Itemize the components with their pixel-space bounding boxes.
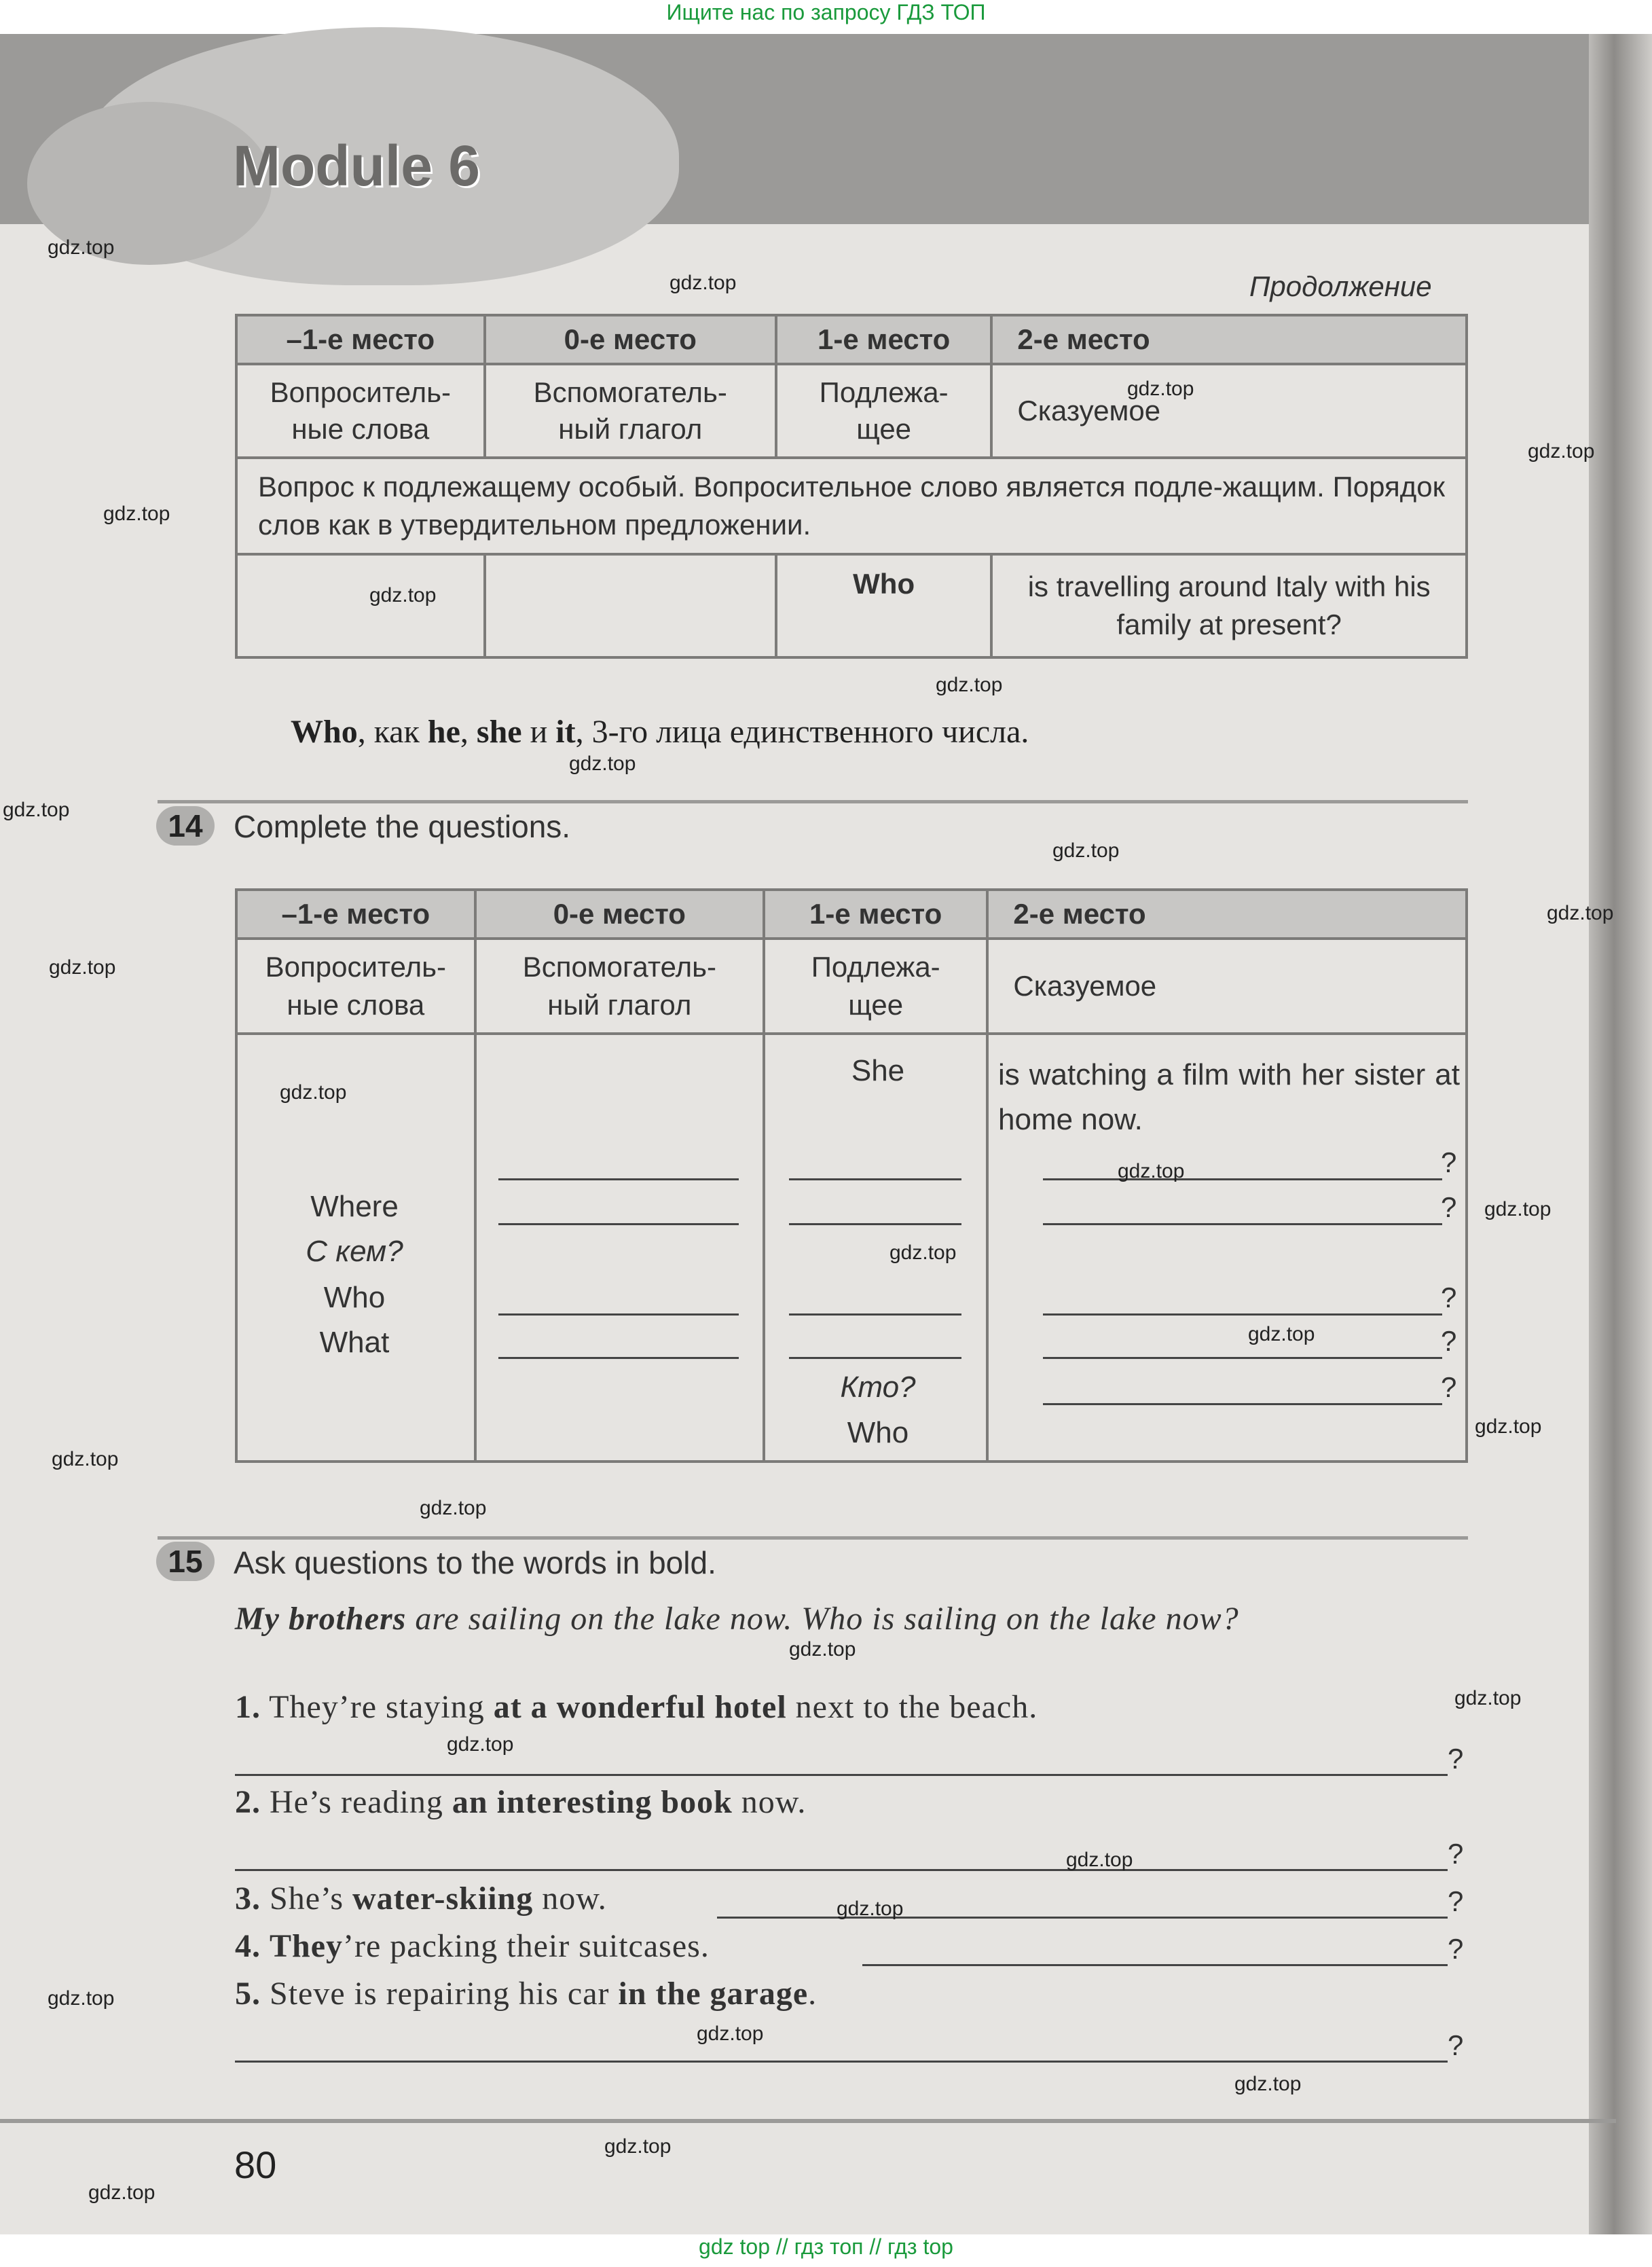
watermark: gdz.top [52, 1448, 119, 1470]
answer-line[interactable] [235, 2061, 1448, 2063]
watermark: gdz.top [837, 1898, 904, 1920]
answer-line[interactable] [789, 1223, 961, 1225]
question-mark: ? [1441, 1191, 1457, 1223]
watermark: gdz.top [3, 799, 70, 821]
watermark: gdz.top [936, 674, 1003, 696]
answer-line[interactable] [789, 1178, 961, 1180]
watermark: gdz.top [1234, 2073, 1302, 2095]
sub-predicate: Сказуемое [987, 939, 1467, 1034]
bottom-banner[interactable]: gdz top // гдз топ // гдз top [699, 2234, 953, 2259]
watermark: gdz.top [889, 1241, 957, 1264]
subject-question-note: Вопрос к подлежащему особый. Вопросительное слово является подле-жащим. Порядок слов как в утвердительном предложении. [236, 458, 1467, 554]
qword-with-whom: С кем? [306, 1235, 403, 1268]
question-mark: ? [1441, 1371, 1457, 1403]
watermark: gdz.top [447, 1733, 514, 1756]
exercise-15-number: 15 [156, 1542, 215, 1581]
watermark: gdz.top [280, 1081, 347, 1104]
question-mark: ? [1448, 2029, 1464, 2061]
exercise-15-item-2: 2. He’s reading an interesting book now. [235, 1784, 807, 1820]
qword-what: What [319, 1326, 390, 1359]
header-col3: 1-е место [776, 315, 991, 364]
watermark: gdz.top [1066, 1849, 1133, 1871]
answer-line[interactable] [235, 1774, 1448, 1776]
watermark: gdz.top [1475, 1415, 1542, 1438]
exercise-15-item-1: 1. They’re staying at a wonderful hotel next to the beach. [235, 1689, 1038, 1725]
sub-predicate: Сказуемое [991, 364, 1467, 458]
answer-line[interactable] [1043, 1403, 1442, 1405]
watermark: gdz.top [1127, 378, 1194, 400]
answer-line[interactable] [498, 1178, 739, 1180]
sub-question-words: Вопроситель- ные слова [236, 939, 475, 1034]
watermark: gdz.top [669, 272, 737, 294]
watermark: gdz.top [569, 752, 636, 775]
sub-question-words: Вопроситель- ные слова [236, 364, 485, 458]
question-mark: ? [1441, 1282, 1457, 1313]
module-title: Module 6 [233, 134, 481, 198]
rule-sentence: Who, как he, she и it, 3-го лица единственного числа. [291, 714, 1029, 750]
answer-line[interactable] [862, 1964, 1448, 1966]
answer-line[interactable] [789, 1357, 961, 1359]
header-col1: –1-е место [236, 890, 475, 939]
example-predicate-she: is watching a film with her sister at home now. [998, 1058, 1460, 1136]
exercise-14-number: 14 [156, 806, 215, 846]
top-banner[interactable]: Ищите нас по запросу ГДЗ ТОП [666, 0, 986, 24]
answer-line[interactable] [1043, 1223, 1442, 1225]
question-mark: ? [1441, 1146, 1457, 1178]
question-mark: ? [1448, 1885, 1464, 1917]
answer-line[interactable] [498, 1357, 739, 1359]
watermark: gdz.top [103, 503, 170, 525]
watermark: gdz.top [48, 1987, 115, 2010]
header-col1: –1-е место [236, 315, 485, 364]
exercise-14-title: Complete the questions. [234, 809, 571, 844]
watermark: gdz.top [697, 2023, 764, 2045]
watermark: gdz.top [1118, 1160, 1185, 1182]
watermark: gdz.top [1454, 1687, 1522, 1709]
qword-where: Where [310, 1190, 399, 1223]
subject-kto: Кто? [840, 1371, 916, 1404]
section-divider [158, 800, 1468, 803]
qword-who: Who [323, 1281, 386, 1314]
sub-subject: Подлежа- щее [776, 364, 991, 458]
exercise-15-example: My brothers are sailing on the lake now. Who is sailing on the lake now? [235, 1601, 1239, 1637]
watermark: gdz.top [1547, 902, 1614, 924]
example-subject-who: Who [776, 554, 991, 657]
watermark: gdz.top [1052, 839, 1120, 862]
watermark: gdz.top [1484, 1198, 1552, 1220]
answer-line[interactable] [789, 1313, 961, 1316]
exercise-15-title: Ask questions to the words in bold. [234, 1545, 716, 1580]
answer-line[interactable] [498, 1223, 739, 1225]
section-divider [158, 1536, 1468, 1540]
subject-who: Who [847, 1416, 909, 1449]
header-col2: 0-е место [485, 315, 776, 364]
sub-auxiliary: Вспомогатель- ный глагол [485, 364, 776, 458]
sub-auxiliary: Вспомогатель- ный глагол [475, 939, 764, 1034]
answer-line[interactable] [1043, 1178, 1442, 1180]
page-number: 80 [234, 2143, 277, 2186]
header-col2: 0-е место [475, 890, 764, 939]
answer-line[interactable] [1043, 1313, 1442, 1316]
example-subject-she: She [851, 1054, 905, 1087]
exercise-15-item-4: 4. They’re packing their suitcases. [235, 1928, 710, 1964]
watermark: gdz.top [1528, 440, 1595, 463]
exercise-15-item-5: 5. Steve is repairing his car in the garage. [235, 1976, 818, 2012]
watermark: gdz.top [789, 1638, 856, 1661]
exercise-15-item-3: 3. She’s water-skiing now. [235, 1881, 607, 1917]
question-mark: ? [1441, 1325, 1457, 1357]
example-predicate: is travelling around Italy with his family at present? [991, 554, 1467, 657]
header-col4: 2-е место [987, 890, 1467, 939]
question-mark: ? [1448, 1933, 1464, 1965]
answer-line[interactable] [1043, 1357, 1442, 1359]
watermark: gdz.top [49, 956, 116, 979]
header-col4: 2-е место [991, 315, 1467, 364]
watermark: gdz.top [1248, 1323, 1315, 1345]
book-spine [1589, 34, 1652, 2234]
question-mark: ? [1448, 1838, 1464, 1870]
answer-line[interactable] [235, 1869, 1448, 1871]
watermark: gdz.top [369, 584, 437, 606]
question-mark: ? [1448, 1743, 1464, 1775]
watermark: gdz.top [88, 2181, 155, 2204]
header-col3: 1-е место [764, 890, 987, 939]
answer-line[interactable] [498, 1313, 739, 1316]
watermark: gdz.top [604, 2135, 672, 2158]
answer-line[interactable] [717, 1917, 1448, 1919]
continuation-label: Продолжение [1249, 270, 1432, 302]
sub-subject: Подлежа- щее [764, 939, 987, 1034]
footer-rule [0, 2119, 1616, 2123]
watermark: gdz.top [420, 1497, 487, 1519]
watermark: gdz.top [48, 236, 115, 259]
